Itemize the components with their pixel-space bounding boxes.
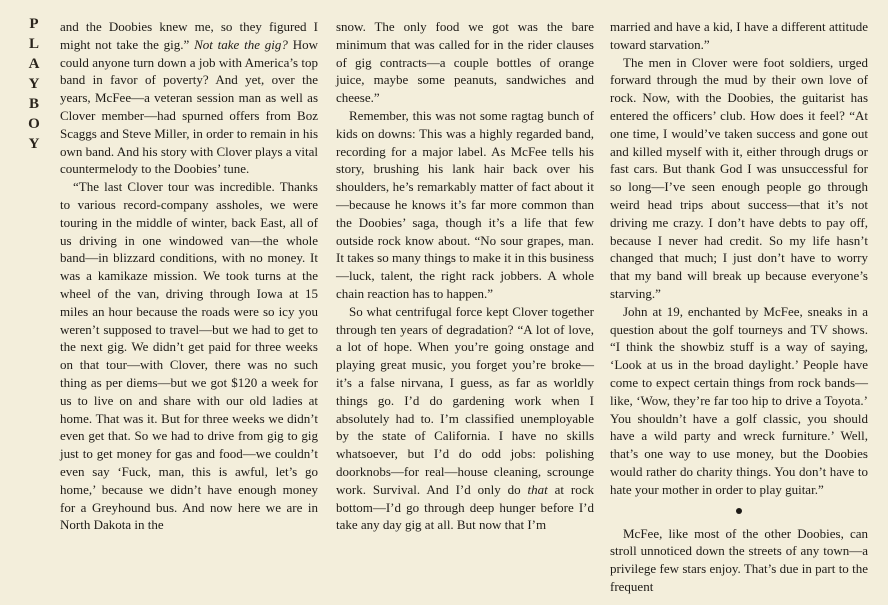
text-column-3 [610,18,868,596]
bullet-dot-icon [736,508,742,514]
paragraph: “The last Clover tour was incredible. Thanks to various record-company assholes, we were touring in the middle of winter, back East, all of us driving in one windowed van—the whole band—in blizzard conditions, with no money. It was a kamikaze mission. We took turns at the wheel of the van, driving through Iowa at 15 miles an hour because the roads were so icy you weren’t supposed to travel—but we had to get to the next gig. We didn’t get paid for three weeks on that tour—with Clover, there was no such thing as per diems—but we got $120 a week for us to live on and share with our old ladies at home. That was it. But for three weeks we didn’t even get that. So we had to drive from gig to gig just to get money for gas and food—we couldn’t even say ‘Fuck, man, this is awful, let’s go home,’ because we didn’t have enough money for a Greyhound bus. And now here we are in North Dakota in the [60,179,318,533]
masthead-letter: B [28,96,39,112]
masthead-vertical [22,14,46,154]
paragraph [60,18,318,178]
text-column-1 [60,18,318,534]
paragraph: married and have a kid, I have a different attitude toward starvation.” [610,19,868,52]
text-run: So what centrifugal force kept Clover together through ten years of degradation? “A lot of love, a lot of hope. When you’re going onstage and playing great music, you forget you’re broke—it’s a false nirvana, I guess, as far as worldly things go. I’d do gardening work when I absolutely had to. I’m classified unemployable by the state of California. I have no skills whatsoever, but I’d do odd jobs: polishing doorknobs—for real—house cleaning, scrounge work. Survival. And I’d only do [336,303,594,497]
masthead-letter: Y [28,136,40,152]
masthead-letter: P [29,16,39,32]
section-divider-dot [610,503,868,517]
masthead-letter: O [28,116,40,132]
masthead-letter: L [28,36,39,52]
paragraph: snow. The only food we got was the bare minimum that was called for in the rider clauses of gig contracts—a couple bottles of orange juice, maybe some peanuts, sandwiches and cheese.” [336,19,594,106]
masthead-letter: A [28,56,40,72]
emphasis: that [527,481,548,497]
paragraph: The men in Clover were foot soldiers, urged forward through the mud by their own love of rock. Now, with the Doobies, the guitarist has entered the officers’ club. How does it feel? “At one time, I would’ve taken success and gone out and killed myself with it, either through drugs or fast cars. But thank God I was unsuccessful for so long—I’ve seen enough people go through weird head trips about success—that it’s not driving me crazy. I don’t have debts to pay off, because I never had credit. So my life hasn’t changed that much; I just don’t have to worry that my band will break up because everyone’s starving.” [610,54,868,301]
paragraph: McFee, like most of the other Doobies, can stroll unnoticed down the streets of any town—a privilege few stars enjoy. That’s due in part to the frequent [610,525,868,594]
text-column-2 [336,18,594,534]
text-run: How could anyone turn down a job with America’s top band in favor of poverty? And yet, over the years, McFee—a veteran session man as well as Clover member—had spurned offers from Boz Scaggs and Steve Miller, in order to remain in his own band. And his story with Clover plays a vital countermelody to the Doobies’ tune. [60,36,318,177]
text-run: at rock bottom—I’d go through deep hunger before I’d take any day gig at all. But now that I’m [336,481,594,533]
masthead-letter: Y [28,76,40,92]
text-run: and the Doobies knew me, so they figured I might not take the gig.” [60,19,318,52]
emphasis: Not take the gig? [194,36,288,52]
paragraph: Remember, this was not some ragtag bunch of kids on downs: This was a highly regarded band, recording for a major label. As McFee tells his story, brushing his lank hair back over his shoulders, he’s remarkably matter of fact about it—because he knows it’s far more common than the Doobies’ saga, though it’s a life that few outside rock know about. “No sour grapes, man. It takes so many things to make it in this business—luck, talent, the right rack jobbers. A whole chain reaction has to happen.” [336,107,594,301]
paragraph [336,303,594,534]
paragraph: John at 19, enchanted by McFee, sneaks in a question about the golf tourneys and TV shows. “I think the showbiz stuff is a way of saying, ‘Look at us in the broad daylight.’ People have come to expect certain things from rock bands—like, ‘Wow, they’re far too hip to drive a Toyota.’ You shouldn’t have a golf classic, you should have a wild party and wreck furniture.’ Well, that’s one way to use money, but the Doobies would rather do charity things. You don’t have to hate your mother in order to play guitar.” [610,303,868,497]
